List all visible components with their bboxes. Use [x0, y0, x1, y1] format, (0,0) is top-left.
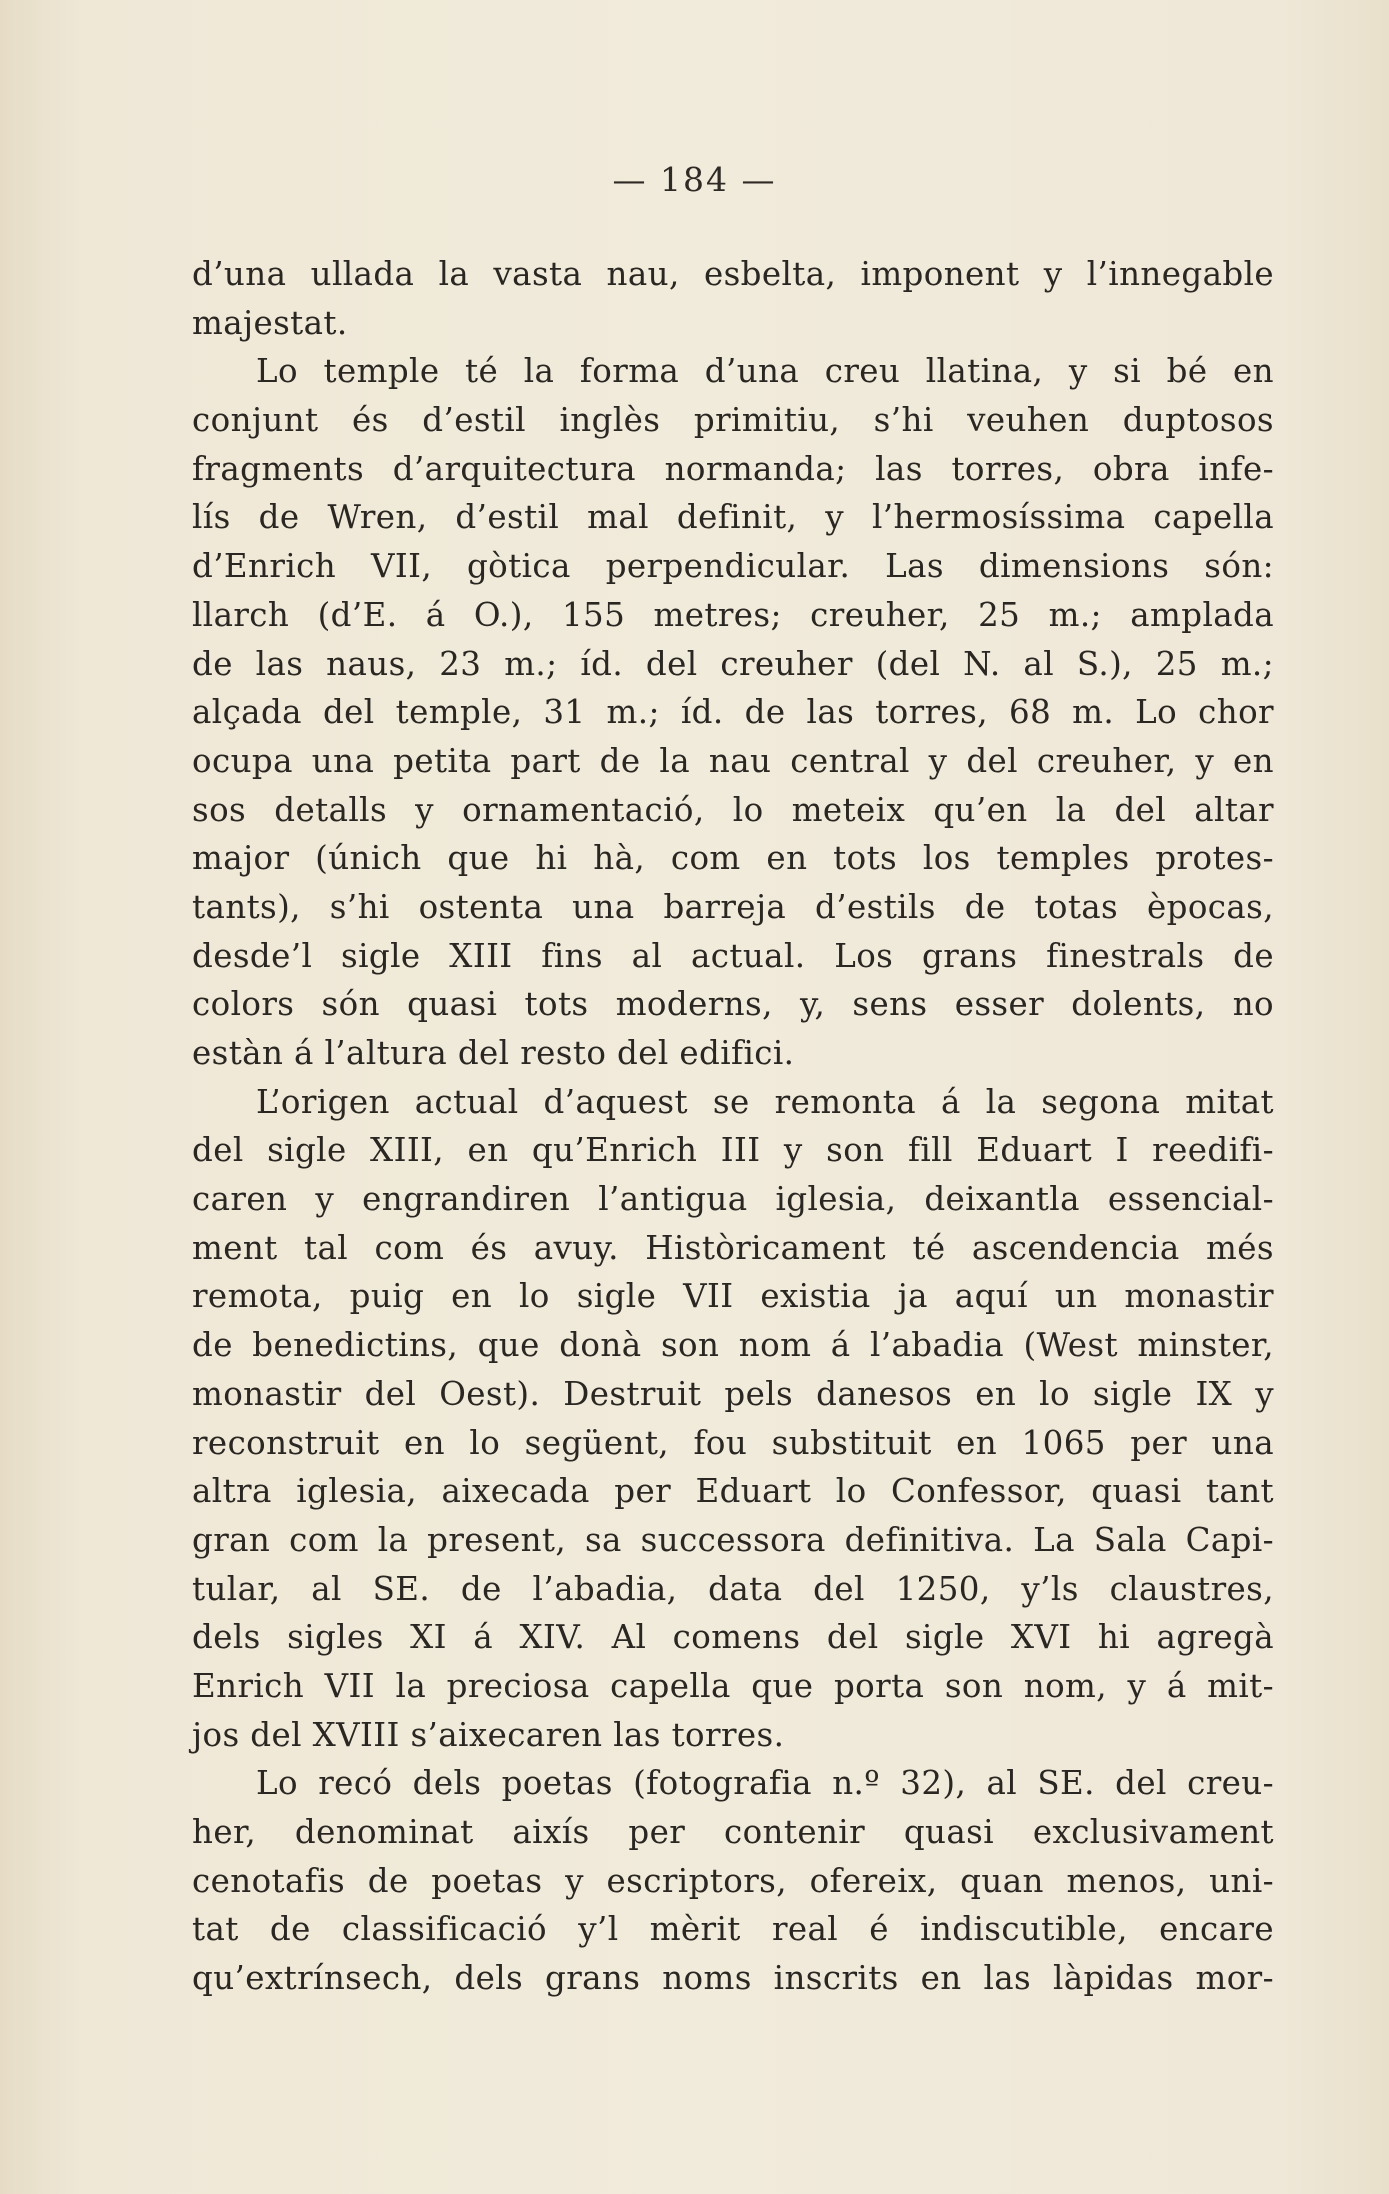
body-text — [192, 250, 1274, 2003]
text-line: major (únich que hi hà, com en tots los temples protes- — [192, 839, 1274, 878]
text-line: qu’extrínsech, dels grans noms inscrits en las làpidas mor- — [192, 1959, 1274, 1998]
text-line: cenotafis de poetas y escriptors, ofereix, quan menos, uni- — [192, 1861, 1274, 1900]
text-line: dels sigles XI á XIV. Al comens del sigle XVI hi agregà — [192, 1618, 1274, 1657]
text-line: tular, al SE. de l’abadia, data del 1250, y’ls claustres, — [192, 1569, 1274, 1608]
text-line: de benedictins, que donà son nom á l’abadia (West minster, — [192, 1326, 1274, 1365]
text-line: majestat. — [192, 303, 348, 342]
text-line: monastir del Oest). Destruit pels danesos en lo sigle IX y — [192, 1374, 1274, 1413]
text-line: lís de Wren, d’estil mal definit, y l’hermosíssima capella — [192, 498, 1274, 537]
text-line: sos detalls y ornamentació, lo meteix qu’en la del altar — [192, 790, 1274, 829]
text-line: jos del XVIII s’aixecaren las torres. — [192, 1715, 785, 1754]
text-line: d’Enrich VII, gòtica perpendicular. Las dimensions són: — [192, 547, 1274, 586]
text-line: caren y engrandiren l’antigua iglesia, deixantla essencial- — [192, 1180, 1274, 1219]
text-line: her, denominat aixís per contenir quasi exclusivament — [192, 1813, 1274, 1851]
text-line: colors són quasi tots moderns, y, sens esser dolents, no — [192, 985, 1274, 1024]
text-line: reconstruit en lo següent, fou substituit en 1065 per una — [192, 1423, 1274, 1462]
text-line: remota, puig en lo sigle VII existia ja aquí un monastir — [192, 1277, 1274, 1316]
text-line: estàn á l’altura del resto del edifici. — [192, 1034, 795, 1072]
text-line: fragments d’arquitectura normanda; las torres, obra infe- — [192, 449, 1274, 488]
text-line: del sigle XIII, en qu’Enrich III y son fill Eduart I reedifi- — [192, 1131, 1274, 1170]
text-line: Enrich VII la preciosa capella que porta son nom, y á mit- — [192, 1666, 1274, 1705]
text-line: d’una ullada la vasta nau, esbelta, imponent y l’innegable — [192, 255, 1274, 293]
text-line: L’origen actual d’aquest se remonta á la segona mitat — [256, 1082, 1274, 1121]
text-line: Lo temple té la forma d’una creu llatina, y si bé en — [256, 352, 1274, 391]
text-line: altra iglesia, aixecada per Eduart lo Confessor, quasi tant — [192, 1472, 1274, 1511]
text-line: llarch (d’E. á O.), 155 metres; creuher, 25 m.; amplada — [192, 595, 1274, 634]
text-line: tants), s’hi ostenta una barreja d’estils de totas èpocas, — [192, 887, 1274, 926]
text-line: de las naus, 23 m.; íd. del creuher (del N. al S.), 25 m.; — [192, 644, 1274, 683]
text-line: conjunt és d’estil inglès primitiu, s’hi veuhen duptosos — [192, 401, 1274, 440]
text-line: gran com la present, sa successora definitiva. La Sala Capi- — [192, 1520, 1274, 1559]
text-line: ocupa una petita part de la nau central y del creuher, y en — [192, 741, 1274, 780]
text-line: ment tal com és avuy. Històricament té ascendencia més — [192, 1228, 1274, 1267]
page-number: — 184 — — [612, 160, 777, 199]
text-line: tat de classificació y’l mèrit real é indiscutible, encare — [192, 1910, 1274, 1949]
text-line: alçada del temple, 31 m.; íd. de las torres, 68 m. Lo chor — [192, 693, 1274, 732]
text-line: Lo recó dels poetas (fotografia n.º 32), al SE. del creu- — [256, 1764, 1274, 1803]
text-line: desde’l sigle XIII fins al actual. Los grans finestrals de — [192, 936, 1274, 975]
